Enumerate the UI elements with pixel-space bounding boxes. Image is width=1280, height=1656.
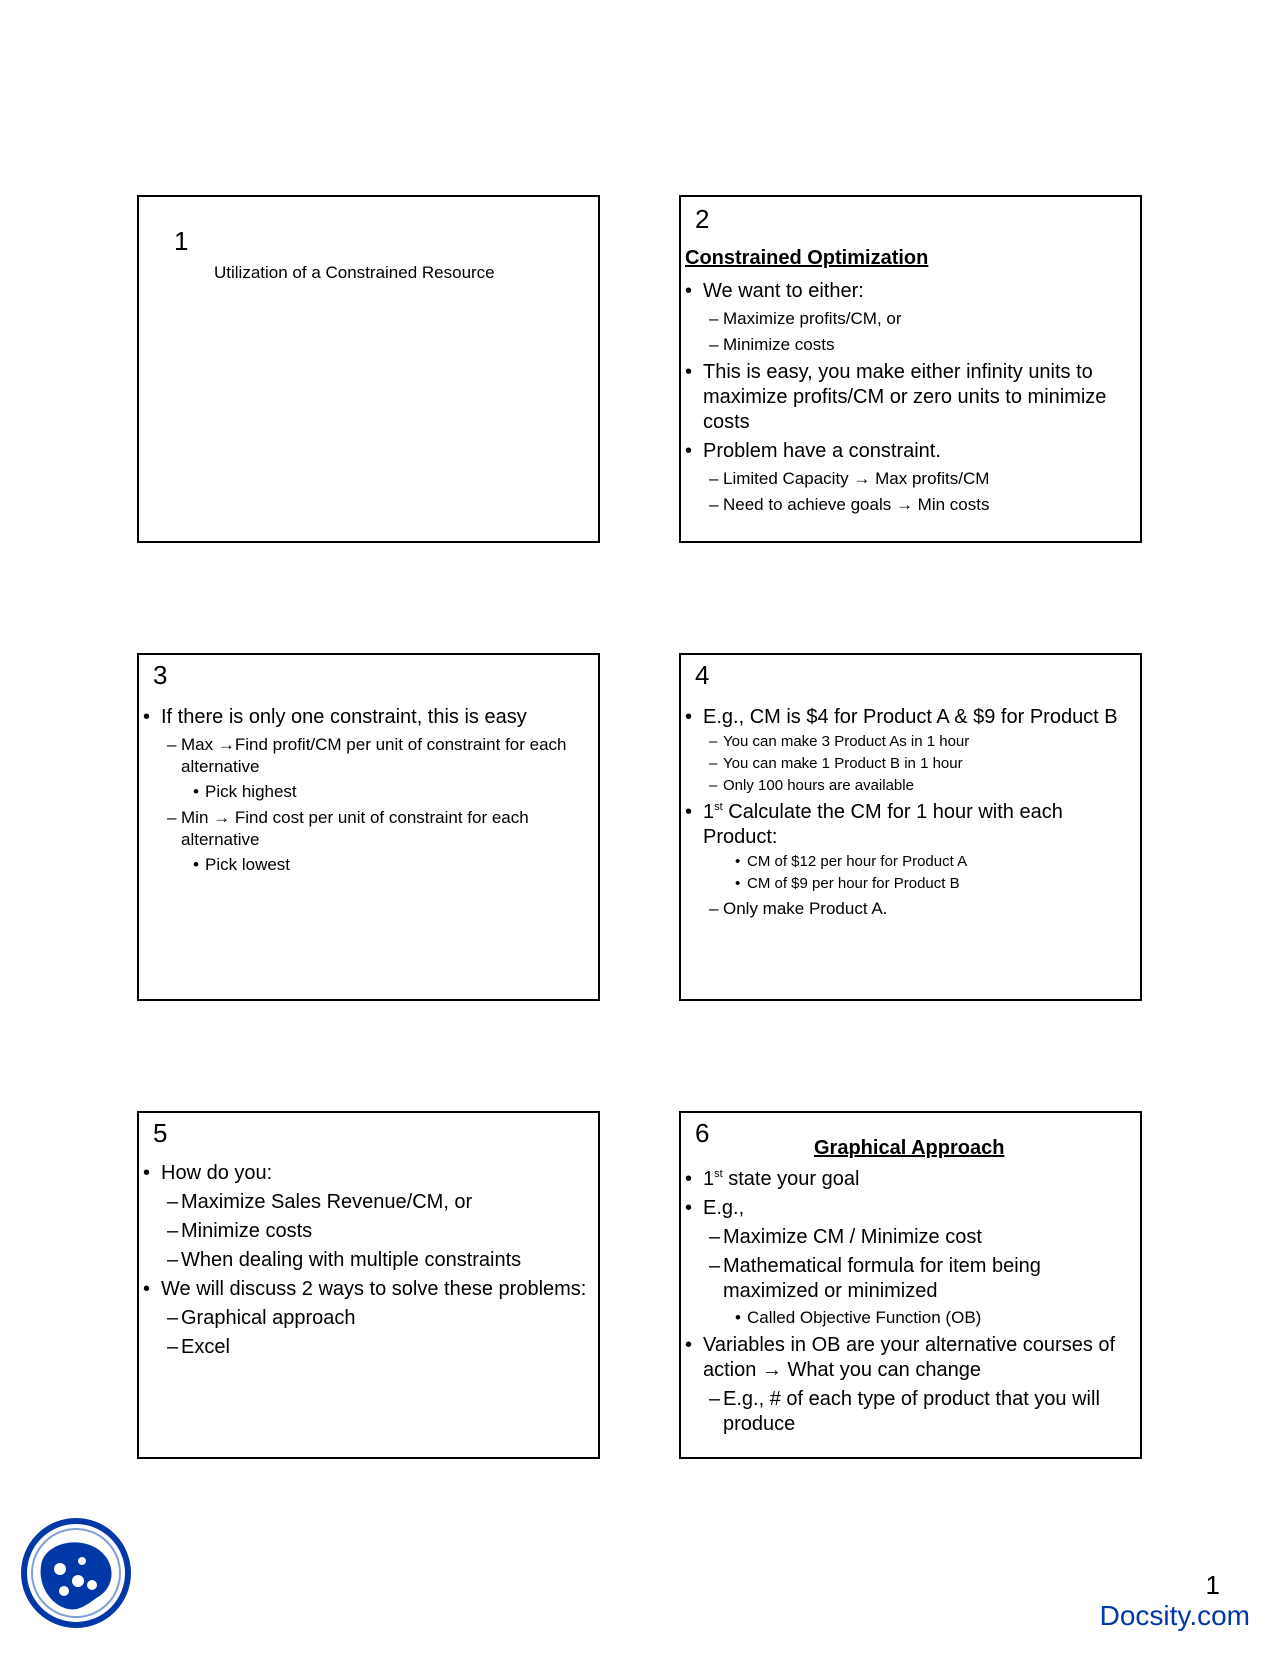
slide-content [685,275,1134,516]
bullet: • We want to either: [685,279,1134,304]
sub-bullet: – When dealing with multiple constraints [143,1248,592,1273]
slide-heading: Graphical Approach [814,1137,1005,1159]
sub-sub-bullet: • CM of $9 per hour for Product B [685,874,1134,894]
bullet: • E.g., [685,1196,1134,1221]
sub-bullet: – You can make 1 Product B in 1 hour [685,754,1134,774]
bullet: • This is easy, you make either infinity units to maximize profits/CM or zero units to minimize costs [685,360,1134,435]
slide-content [685,1163,1134,1437]
slide-number: 6 [695,1118,710,1148]
slide-2 [679,195,1142,543]
bullet: • E.g., CM is $4 for Product A & $9 for Product B [685,705,1134,730]
sub-bullet: – Need to achieve goals → Min costs [685,494,1134,516]
slide-5 [137,1111,600,1459]
sub-bullet: – Graphical approach [143,1306,592,1331]
docsity-logo-icon[interactable] [20,1517,132,1634]
slide-number: 2 [695,204,710,234]
bullet: • We will discuss 2 ways to solve these problems: [143,1277,592,1302]
bullet: • If there is only one constraint, this is easy [143,705,592,730]
slide-6 [679,1111,1142,1459]
slide-content [143,1157,592,1360]
slide-number: 1 [174,226,189,256]
sub-bullet: – Minimize costs [143,1219,592,1244]
page-number: 1 [1205,1570,1220,1600]
sub-bullet: – Only 100 hours are available [685,776,1134,796]
sub-bullet: – You can make 3 Product As in 1 hour [685,732,1134,752]
sub-sub-bullet: • Called Objective Function (OB) [685,1307,1134,1329]
docsity-link[interactable]: Docsity.com [1099,1600,1250,1631]
sub-bullet: – Only make Product A. [685,898,1134,920]
sub-bullet: – Excel [143,1335,592,1360]
bullet: • Variables in OB are your alternative courses of action → What you can change [685,1333,1134,1383]
slide-heading: Constrained Optimization [685,247,929,269]
sub-sub-bullet: • CM of $12 per hour for Product A [685,852,1134,872]
sub-bullet: – Maximize profits/CM, or [685,308,1134,330]
slide-number: 4 [695,660,710,690]
slide-number: 3 [153,660,168,690]
slide-number: 5 [153,1118,168,1148]
slide-3 [137,653,600,1001]
sub-sub-bullet: • Pick lowest [143,854,592,876]
bullet: • 1st Calculate the CM for 1 hour with each Product: [685,800,1134,850]
bullet: • Problem have a constraint. [685,439,1134,464]
bullet: • 1st state your goal [685,1167,1134,1192]
slide-content [685,701,1134,920]
slide-4 [679,653,1142,1001]
sub-bullet: – Maximize CM / Minimize cost [685,1225,1134,1250]
slide-1 [137,195,600,543]
bullet: • How do you: [143,1161,592,1186]
sub-bullet: – E.g., # of each type of product that you will produce [685,1387,1134,1437]
slide-content [143,701,592,876]
sub-bullet: – Limited Capacity → Max profits/CM [685,468,1134,490]
sub-sub-bullet: • Pick highest [143,781,592,803]
slide-title: Utilization of a Constrained Resource [214,263,495,282]
sub-bullet: – Minimize costs [685,334,1134,356]
sub-bullet: – Min → Find cost per unit of constraint for each alternative [143,807,592,851]
sub-bullet: – Mathematical formula for item being maximized or minimized [685,1254,1134,1304]
sub-bullet: – Max →Find profit/CM per unit of constraint for each alternative [143,734,592,778]
sub-bullet: – Maximize Sales Revenue/CM, or [143,1190,592,1215]
